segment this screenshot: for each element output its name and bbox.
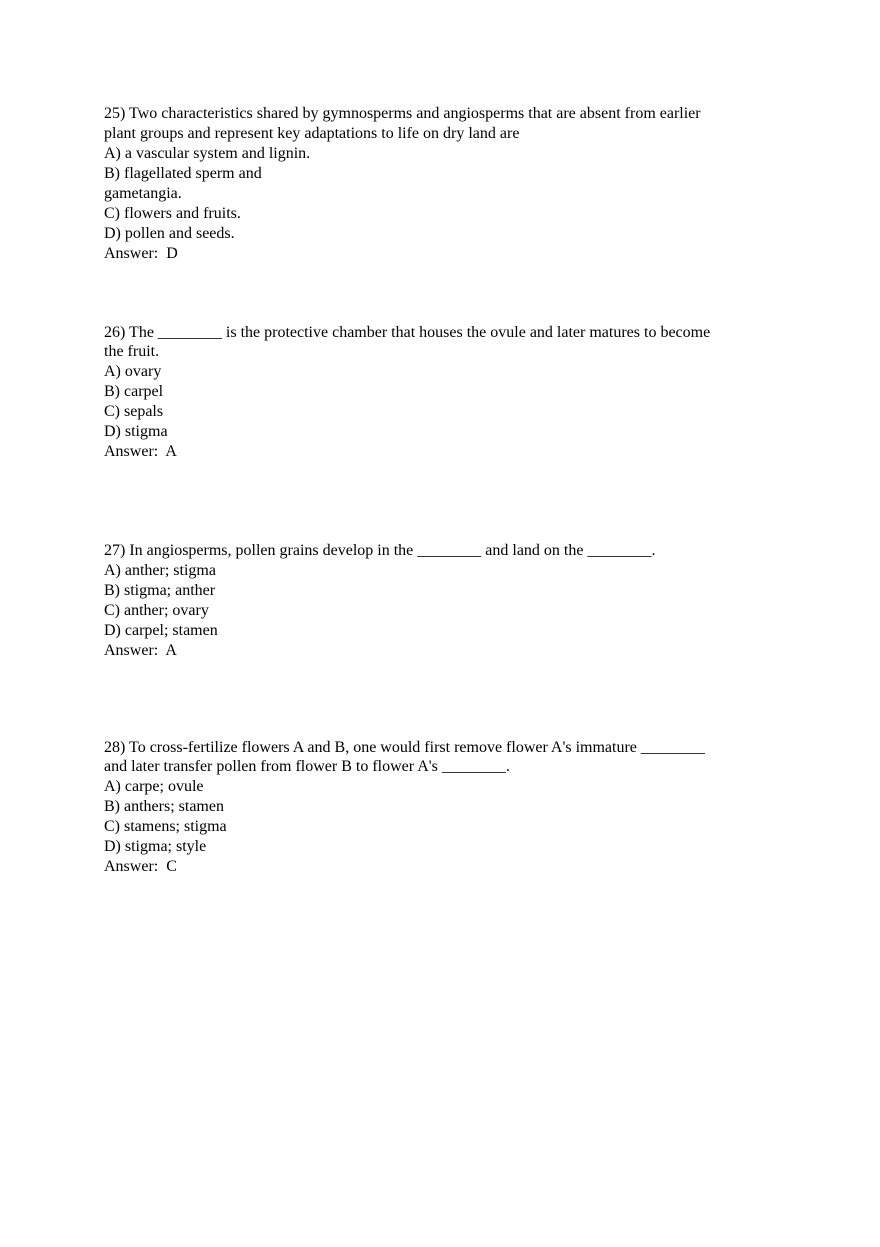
answer-key: Answer: C xyxy=(104,858,177,875)
answer-option: B) stigma; anther xyxy=(104,582,216,599)
answer-key: Answer: D xyxy=(104,245,178,262)
question-stem-line: the fruit. xyxy=(104,343,160,360)
answer-key: Answer: A xyxy=(104,642,177,659)
answer-option: gametangia. xyxy=(104,185,182,202)
answer-option: D) carpel; stamen xyxy=(104,622,218,639)
answer-option: D) stigma xyxy=(104,423,168,440)
question-stem-line: 28) To cross-fertilize flowers A and B, one would first remove flower A's immature ________ xyxy=(104,739,705,756)
answer-option: C) sepals xyxy=(104,403,164,420)
answer-option: C) anther; ovary xyxy=(104,602,209,619)
answer-option: B) carpel xyxy=(104,383,164,400)
question-stem-line: plant groups and represent key adaptations to life on dry land are xyxy=(104,125,520,142)
answer-key: Answer: A xyxy=(104,443,177,460)
answer-option: C) stamens; stigma xyxy=(104,818,227,835)
answer-option: B) anthers; stamen xyxy=(104,798,224,815)
answer-option: A) a vascular system and lignin. xyxy=(104,145,311,162)
question-stem-line: 27) In angiosperms, pollen grains develop in the ________ and land on the ________. xyxy=(104,542,656,559)
answer-option: D) stigma; style xyxy=(104,838,207,855)
question-stem-line: 26) The ________ is the protective chamber that houses the ovule and later matures to become xyxy=(104,324,711,341)
answer-option: D) pollen and seeds. xyxy=(104,225,235,242)
answer-option: A) carpe; ovule xyxy=(104,778,204,795)
question-stem-line: 25) Two characteristics shared by gymnosperms and angiosperms that are absent from earlier xyxy=(104,105,701,122)
answer-option: A) anther; stigma xyxy=(104,562,216,579)
answer-option: A) ovary xyxy=(104,363,162,380)
answer-option: C) flowers and fruits. xyxy=(104,205,241,222)
answer-option: B) flagellated sperm and xyxy=(104,165,262,182)
question-stem-line: and later transfer pollen from flower B to flower A's ________. xyxy=(104,758,510,775)
